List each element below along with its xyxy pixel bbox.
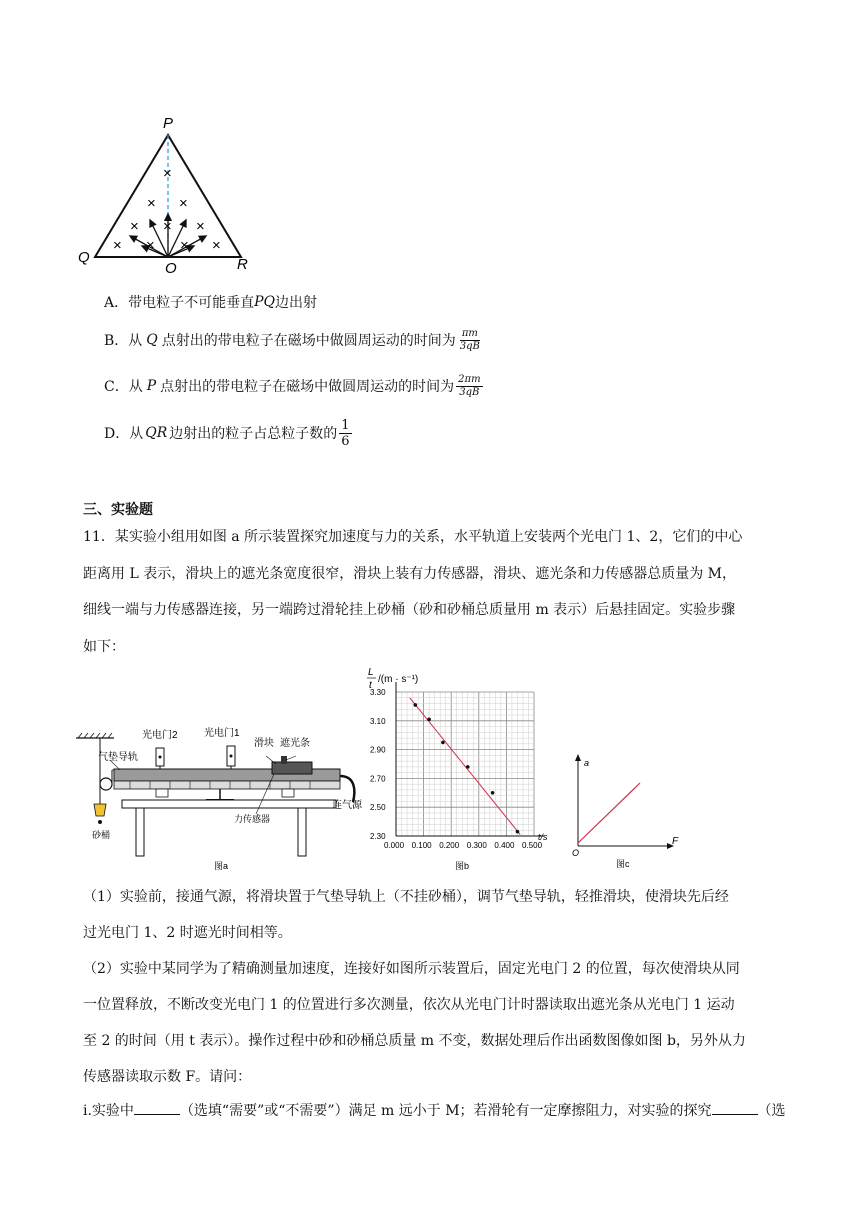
figure-a-apparatus xyxy=(70,712,370,874)
data-point-0 xyxy=(414,703,418,707)
option-a: A． 带电粒子不可能垂直 PQ 边出射 xyxy=(104,294,318,311)
fig-c-x-label: F xyxy=(672,836,679,847)
option-b: B． 从 Q 点射出的带电粒子在磁场中做圆周运动的时间为 $\frac{\pi m}{3qB}$ xyxy=(104,327,480,352)
x-tick-5: 0.500 xyxy=(522,841,543,850)
q11-line-4: 如下： xyxy=(83,639,125,655)
step1-line-1: （1）实验前，接通气源，将滑块置于气垫导轨上（不挂砂桶），调节气垫导轨，轻推滑块，使滑块先后经 xyxy=(83,889,729,905)
field-mark-6: × xyxy=(113,237,122,254)
field-mark-3: × xyxy=(130,218,139,235)
label-strip: 遮光条 xyxy=(280,738,310,749)
data-point-4 xyxy=(491,791,495,795)
y-tick-0: 2.30 xyxy=(370,832,386,841)
fraction-d: $\frac{1}{6}$ xyxy=(341,417,350,449)
field-mark-1: × xyxy=(147,195,156,212)
fit-line xyxy=(410,698,520,835)
q11-line-3: 细线一端与力传感器连接，另一端跨过滑轮挂上砂桶（砂和砂桶总质量用 m 表示）后悬挂固定。实验步骤 xyxy=(83,602,736,618)
chart-y-unit: /(m · s⁻¹) xyxy=(378,674,419,685)
y-tick-3: 2.90 xyxy=(370,745,386,755)
label-track: 气垫导轨 xyxy=(98,752,138,763)
table-top xyxy=(122,800,336,808)
field-mark-7: × xyxy=(146,237,155,254)
caption-fig-a: 图a xyxy=(214,861,229,871)
chart-y-label-den: t xyxy=(369,680,372,691)
field-mark-4: × xyxy=(163,218,172,235)
label-sensor: 力传感器 xyxy=(234,814,271,824)
data-point-2 xyxy=(441,741,445,745)
chart-grid xyxy=(396,682,544,836)
field-mark-5: × xyxy=(196,218,205,235)
x-tick-1: 0.100 xyxy=(411,841,432,850)
figure-b-chart xyxy=(362,660,552,876)
slider-shape xyxy=(272,762,312,774)
chart-y-label-num: L xyxy=(368,667,374,678)
fraction-c: $\frac{2\pi m}{3qB}$ xyxy=(458,373,481,398)
x-tick-3: 0.300 xyxy=(466,841,487,850)
answer-blank-2[interactable] xyxy=(712,1100,758,1115)
label-air: 连气源 xyxy=(332,800,362,811)
triangle-magnetic-field-figure xyxy=(72,110,272,280)
option-d: D． 从 QR 边射出的粒子占总粒子数的 $\frac{1}{6}$ xyxy=(104,417,350,449)
field-mark-8: × xyxy=(180,237,189,254)
chart-fit-line xyxy=(410,698,520,835)
label-p: P xyxy=(163,115,174,132)
y-tick-2: 2.70 xyxy=(370,774,386,784)
field-mark-2: × xyxy=(179,195,188,212)
step2-line-4: 传感器读取示数 F。请问： xyxy=(83,1069,252,1085)
label-q: Q xyxy=(78,249,90,266)
sand-bucket-shape xyxy=(94,804,106,816)
label-gate2: 光电门2 xyxy=(142,730,178,741)
y-tick-1: 2.50 xyxy=(370,803,386,813)
caption-fig-c: 图c xyxy=(616,859,630,869)
step2-line-2: 一位置释放，不断改变光电门 1 的位置进行多次测量，依次从光电门计时器读取出遮光条从光电门 1 运动 xyxy=(83,997,735,1013)
data-point-1 xyxy=(427,718,431,722)
step2-line-1: （2）实验中某同学为了精确测量加速度，连接好如图所示装置后，固定光电门 2 的位置，每次使滑块从同 xyxy=(83,961,740,977)
figure-c-graph xyxy=(568,750,686,874)
field-mark-0: × xyxy=(163,165,172,182)
fraction-b: $\frac{\pi m}{3qB}$ xyxy=(459,327,480,352)
q11-line-1: 11．某实验小组用如图 a 所示装置探究加速度与力的关系，水平轨道上安装两个光电门 1、2，它们的中心 xyxy=(83,529,743,545)
caption-fig-b: 图b xyxy=(455,861,470,871)
label-gate1: 光电门1 xyxy=(204,728,240,739)
label-o: O xyxy=(165,260,177,277)
pulley xyxy=(100,778,112,790)
field-marks xyxy=(113,165,221,254)
y-tick-4: 3.10 xyxy=(370,716,386,726)
step1-line-2: 过光电门 1、2 时遮光时间相等。 xyxy=(83,925,292,941)
label-bucket: 砂桶 xyxy=(92,830,111,840)
chart-x-label: t/s xyxy=(538,832,548,842)
x-tick-2: 0.200 xyxy=(439,841,460,850)
x-tick-4: 0.400 xyxy=(494,841,515,850)
fig-c-line xyxy=(578,783,640,843)
step2-question-i: i.实验中 （选填“需要”或“不需要”）满足 m 远小于 M；若滑轮有一定摩擦阻力，对实验的探究 （选 xyxy=(83,1100,786,1121)
data-point-3 xyxy=(466,765,470,769)
data-point-5 xyxy=(516,830,520,834)
q11-line-2: 距离用 L 表示，滑块上的遮光条宽度很窄，滑块上装有力传感器，滑块、遮光条和力传感器总质量为 M， xyxy=(83,566,736,582)
fig-c-origin: O xyxy=(572,848,580,858)
label-r: R xyxy=(237,256,248,273)
field-mark-9: × xyxy=(212,237,221,254)
option-c: C． 从 P 点射出的带电粒子在磁场中做圆周运动的时间为 $\frac{2\pi m}{3qB}$ xyxy=(104,373,481,398)
answer-blank-1[interactable] xyxy=(134,1100,180,1115)
section-title: 三、实验题 xyxy=(83,502,153,518)
fig-c-y-label: a xyxy=(584,758,590,768)
label-slider: 滑块 xyxy=(254,738,274,749)
air-hose xyxy=(340,776,354,802)
x-tick-0: 0.000 xyxy=(384,841,405,850)
step2-line-3: 至 2 的时间（用 t 表示）。操作过程中砂和砂桶总质量 m 不变，数据处理后作出函数图像如图 b，另外从力 xyxy=(83,1033,746,1049)
y-tick-5: 3.30 xyxy=(370,688,386,697)
